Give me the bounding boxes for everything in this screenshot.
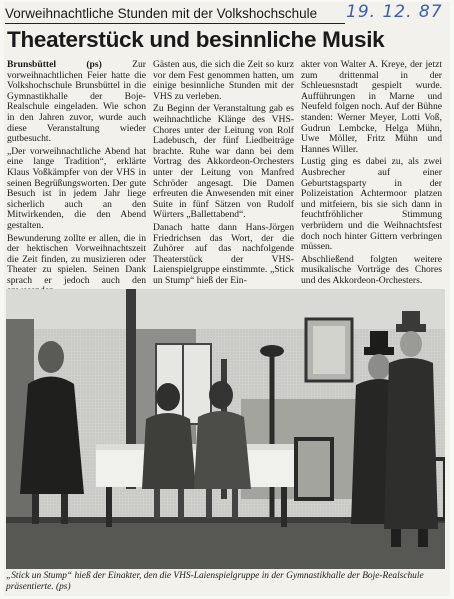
- section-rubric: Vorweihnachtliche Stunden mit der Volkshochschule: [5, 6, 345, 24]
- stage-photo: [6, 289, 445, 569]
- paragraph: Abschließend folgten weitere musikalische Vorträge des Chores und des Akkordeon-Orchesters.: [301, 253, 442, 286]
- article-column-2: [153, 60, 294, 288]
- paragraph: Lustig ging es dabei zu, als zwei Ausbrecher auf einer Geburtstagsparty in der Polizeistation Achtermoor platzen und mitfeiern, bis sie sich dann in feuchtfröhlicher Stimmung verbrüdern und die Weihnachtsfest doch noch hinter Gittern verbringen müssen.: [301, 156, 442, 253]
- paragraph: akter von Walter A. Kreye, der jetzt zum drittenmal in der Schleuesnstadt gespielt wurde. Aufführungen in Marne und Neufeld folgen noch. Auf der Bühne standen: Werner Meyer, Lotti Voß, Gudrun Lembcke, Helga Mühn, Uwe Möller, Fritz Mühn und Hannes Willer.: [301, 59, 442, 155]
- dateline: Brunsbüttel (ps): [7, 59, 102, 70]
- paragraph: Gästen aus, die sich die Zeit so kurz vor dem Fest genommen hatten, um einige besinnliche Stunden mit der VHS zu verleben.: [153, 59, 294, 102]
- paragraph: [7, 60, 146, 145]
- article-headline: Theaterstück und besinnliche Musik: [7, 27, 385, 52]
- photo-caption: „Stick un Stump“ hieß der Einakter, den die VHS-Laienspielgruppe in der Gymnastikhalle der Boje-Realschule präsentierte. (ps): [6, 571, 424, 592]
- paragraph: „Der vorweihnachtliche Abend hat eine lange Tradition“, erklärte Klaus Voßkämpfer von der VHS in seinen Begrüßungsworten. Der gute Besuch ist in jedem Jahr liege sicherlich auch an den Mitwirkenden, die den Abend gestalten.: [7, 145, 146, 231]
- stage-photo-drawing: [6, 289, 445, 569]
- paragraph: Zu Beginn der Veranstaltung gab es weihnachtliche Klänge des VHS-Chores unter der Leitung von Rolf Ladebusch, der fünf Liedbeiträge brachte. Ruhe war dann bei dem Vortrag des Akkordeon-Orchesters unter der Leitung von Manfred Schröder angesagt. Die Damen erfreuten die Anwesenden mit einer Suite in fünf Sätzen von Rudolf Würters „Ballettabend“.: [153, 103, 294, 221]
- paragraph-text: Zur vorweihnachtlichen Feier hatte die Volkshochschule Brunsbüttel in die Gymnastikhalle der Boje-Realschule eingeladen. Wie schon in den Jahren zuvor, wurde auch diese Veranstaltung wieder gutbesucht.: [7, 59, 146, 145]
- article-column-1: [7, 60, 146, 299]
- article-column-3: [301, 60, 442, 288]
- paragraph: Danach hatte dann Hans-Jörgen Friedrichsen das Wort, der die Zuhörer auf das nachfolgende Theaterstück der VHS-Laienspielgruppe einstimmte. „Stick un Stump“ hieß der Ein-: [153, 221, 294, 286]
- paragraph: Bewunderung zollte er allen, die in der hektischen Vorweihnachtszeit die Zeit finden, zu musizieren oder Theater zu spielen. Seinen Dank sprach er jedoch auch den: [7, 232, 146, 286]
- handwritten-date: 19. 12. 87: [346, 2, 443, 22]
